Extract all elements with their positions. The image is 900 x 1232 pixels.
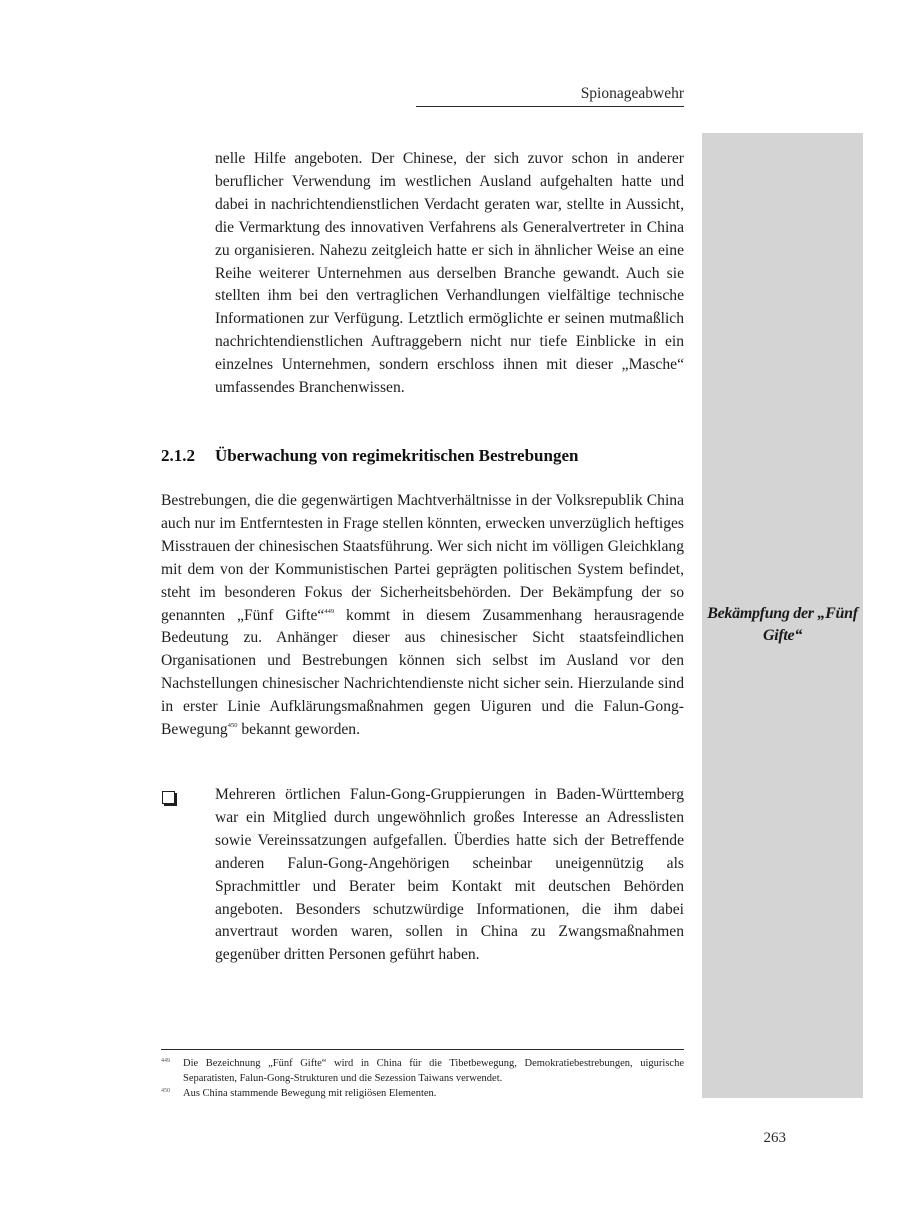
paragraph-intro-part2: kommt in diesem Zusammenhang herausragende Bedeutung zu. Anhänger dieser aus chinesischer Sicht staatsfeindlichen Organisationen und Bestrebungen können sich selbst im Ausland vor den Nachstellungen chinesischer Nachrichtendienste nicht sicher sein. Hierzulande sind in erster Linie Aufklärungsmaßnahmen gegen Uiguren und die Falun-Gong-Bewegung	[161, 606, 684, 739]
margin-note: Bekämpfung der „Fünf Gifte“	[707, 605, 858, 644]
case-example-paragraph: Mehreren örtlichen Falun-Gong-Gruppierungen in Baden-Württemberg war ein Mitglied durch ungewöhnlich großes Interesse an Adresslisten sowie Vereinssatzungen aufgefallen. Überdies hatte sich der Betreffende anderen Falun-Gong-Angehörigen scheinbar uneigennützig als Sprachmittler und Berater beim Kontakt mit deutschen Behörden angeboten. Besonders schutzwürdige Informationen, die ihm dabei anvertraut worden waren, sollen in China zu Zwangsmaßnahmen gegenüber dritten Personen geführt haben.	[215, 786, 684, 964]
footnote-number: 449	[161, 1058, 170, 1064]
footnote-text: Die Bezeichnung „Fünf Gifte“ wird in China für die Tibetbewegung, Demokratiebestrebungen, uigurische Separatisten, Falun-Gong-Strukturen und die Sezession Taiwans verwendet.	[183, 1058, 684, 1084]
footnote-450	[161, 1087, 684, 1102]
paragraph-intro	[161, 490, 684, 742]
section-title: Überwachung von regimekritischen Bestrebungen	[215, 446, 579, 465]
footnote-ref-449[interactable]: 449	[324, 607, 335, 615]
paragraph-continuation: nelle Hilfe angeboten. Der Chinese, der sich zuvor schon in anderer beruflicher Verwendung im westlichen Ausland aufgehalten hatte und dabei in nachrichtendienstlichen Verdacht geraten war, stellte in Aussicht, die Vermarktung des innovativen Verfahrens als Generalvertreter in China zu organisieren. Nahezu zeitgleich hatte er sich in ähnlicher Weise an eine Reihe weiterer Unternehmen aus derselben Branche gewandt. Auch sie stellten ihm bei den vertraglichen Verhandlungen vielfältige technische Informationen zur Verfügung. Letztlich ermöglichte er seinen mutmaßlich nachrichtendienstlichen Auftraggebern nicht nur tiefe Einblicke in ein einzelnes Unternehmen, sondern erschloss ihnen mit dieser „Masche“ umfassendes Branchenwissen.	[215, 150, 684, 397]
section-heading	[161, 444, 684, 468]
header-rule	[416, 106, 684, 107]
section-number: 2.1.2	[161, 446, 195, 465]
footnote-text: Aus China stammende Bewegung mit religiösen Elementen.	[183, 1088, 437, 1099]
footnote-ref-450[interactable]: 450	[227, 722, 238, 730]
footnote-number: 450	[161, 1088, 170, 1094]
running-title: Spionageabwehr	[580, 85, 684, 102]
footnote-449	[161, 1057, 684, 1086]
paragraph-intro-part3: bekannt geworden.	[237, 721, 360, 739]
checkbox-bullet-icon	[162, 791, 175, 804]
paragraph-intro-part1: Bestrebungen, die die gegenwärtigen Machtverhältnisse in der Volksrepublik China auch nur im Entferntesten in Frage stellen könnten, erwecken unverzüglich heftiges Misstrauen der chinesischen Staatsführung. Wer sich nicht im völligen Gleichklang mit dem von der Kommunistischen Partei geprägten politischen System befindet, steht im besonderen Fokus der Sicherheitsbehörden. Der Bekämpfung der so genannten „Fünf Gifte“	[161, 492, 684, 624]
footnote-rule	[161, 1049, 684, 1050]
page-number: 263	[763, 1130, 786, 1146]
